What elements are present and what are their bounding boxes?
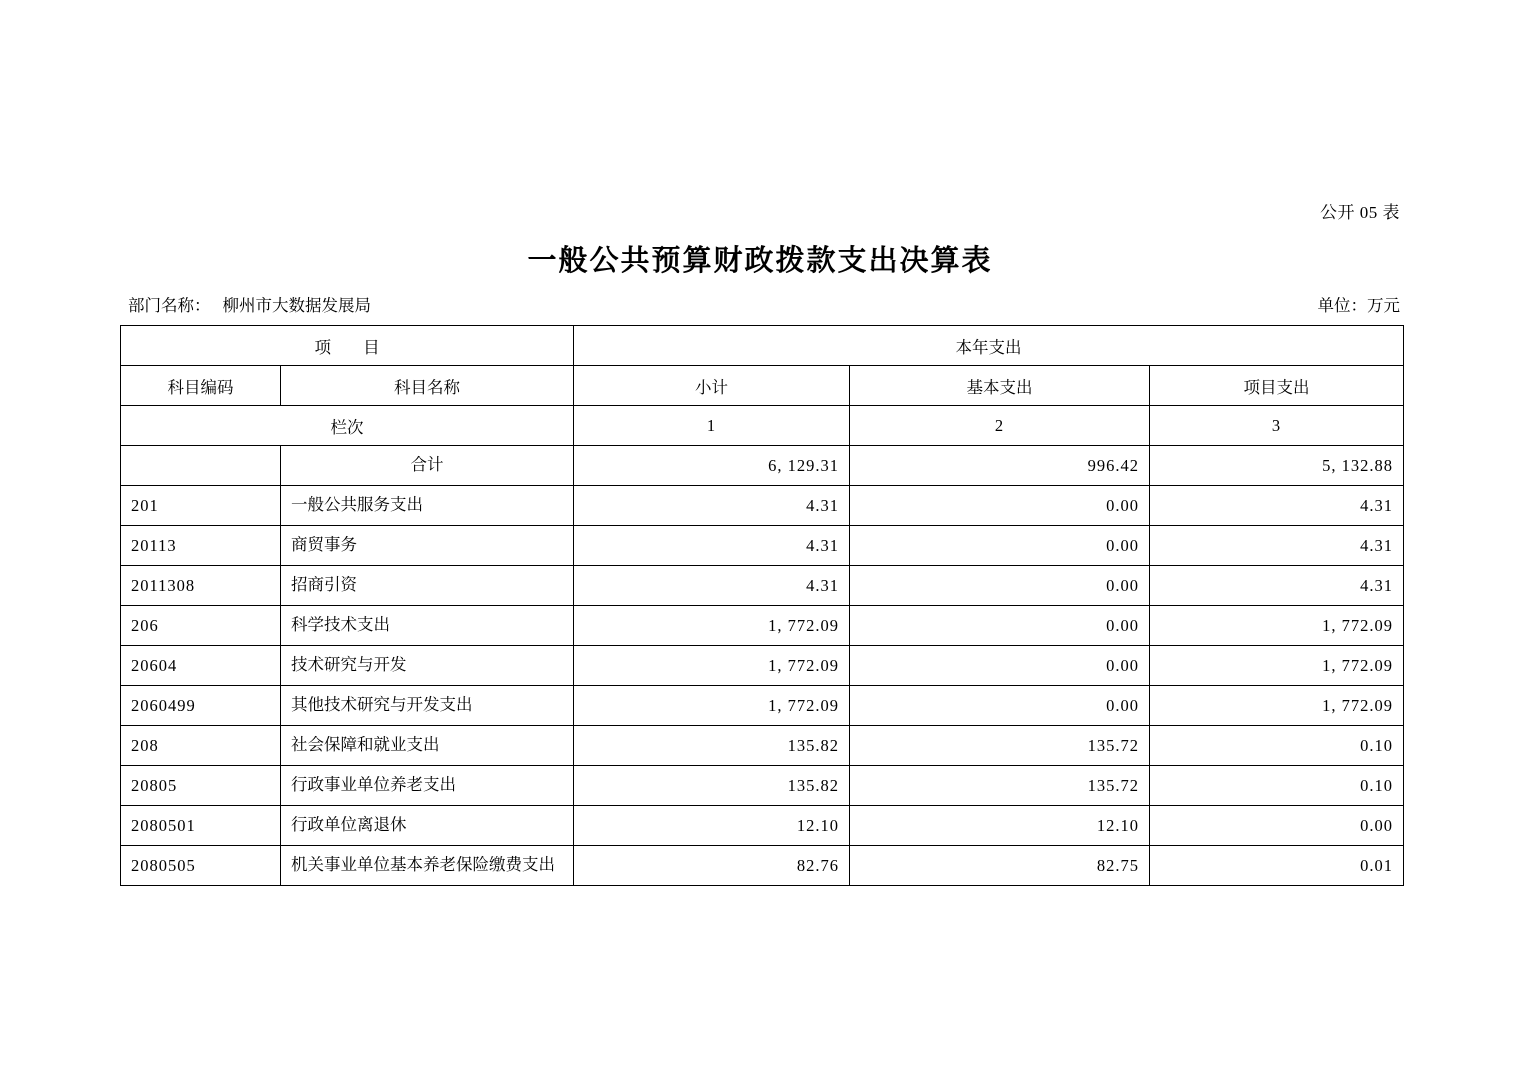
header-col-subtotal: 小计 [574, 366, 850, 406]
cell-subject-name: 商贸事务 [281, 526, 574, 566]
table-header-row-numbers [121, 406, 1404, 446]
table-row [121, 806, 1404, 846]
cell-code: 2080501 [121, 806, 281, 846]
cell-subtotal: 135.82 [574, 726, 850, 766]
unit-label: 单位：万元 [1317, 296, 1400, 315]
cell-subtotal: 6, 129.31 [574, 446, 850, 486]
cell-basic-expenditure: 0.00 [850, 606, 1150, 646]
header-col-basic: 基本支出 [850, 366, 1150, 406]
table-row [121, 486, 1404, 526]
cell-subject-name: 行政单位离退休 [281, 806, 574, 846]
department-line [128, 292, 371, 316]
cell-subject-name: 合计 [281, 446, 574, 486]
cell-code: 2060499 [121, 686, 281, 726]
cell-basic-expenditure: 0.00 [850, 686, 1150, 726]
table-header-row-columns [121, 366, 1404, 406]
cell-code: 2080505 [121, 846, 281, 886]
cell-subtotal: 1, 772.09 [574, 646, 850, 686]
cell-basic-expenditure: 12.10 [850, 806, 1150, 846]
cell-project-expenditure: 0.01 [1150, 846, 1404, 886]
header-row-label: 栏次 [121, 406, 574, 446]
cell-subject-name: 行政事业单位养老支出 [281, 766, 574, 806]
header-num-1: 1 [574, 406, 850, 446]
cell-basic-expenditure: 0.00 [850, 566, 1150, 606]
cell-code: 201 [121, 486, 281, 526]
cell-basic-expenditure: 82.75 [850, 846, 1150, 886]
cell-basic-expenditure: 0.00 [850, 486, 1150, 526]
cell-project-expenditure: 1, 772.09 [1150, 606, 1404, 646]
meta-row [120, 292, 1400, 316]
header-year-group: 本年支出 [574, 326, 1404, 366]
budget-expenditure-table [120, 325, 1404, 886]
cell-project-expenditure: 0.00 [1150, 806, 1404, 846]
page-title: 一般公共预算财政拨款支出决算表 [527, 245, 993, 277]
table-row [121, 846, 1404, 886]
cell-subtotal: 4.31 [574, 566, 850, 606]
cell-project-expenditure: 0.10 [1150, 726, 1404, 766]
cell-project-expenditure: 4.31 [1150, 526, 1404, 566]
cell-project-expenditure: 4.31 [1150, 566, 1404, 606]
table-row [121, 646, 1404, 686]
form-number: 公开 05 表 [1320, 203, 1400, 222]
cell-code: 208 [121, 726, 281, 766]
cell-code: 206 [121, 606, 281, 646]
cell-subject-name: 技术研究与开发 [281, 646, 574, 686]
table-row [121, 566, 1404, 606]
cell-subject-name: 社会保障和就业支出 [281, 726, 574, 766]
department-label: 部门名称： [128, 296, 211, 315]
table-row [121, 606, 1404, 646]
cell-subject-name: 科学技术支出 [281, 606, 574, 646]
cell-basic-expenditure: 0.00 [850, 646, 1150, 686]
cell-subject-name: 一般公共服务支出 [281, 486, 574, 526]
header-num-2: 2 [850, 406, 1150, 446]
header-num-3: 3 [1150, 406, 1404, 446]
cell-basic-expenditure: 996.42 [850, 446, 1150, 486]
cell-subtotal: 82.76 [574, 846, 850, 886]
header-item-group: 项 目 [121, 326, 574, 366]
header-col-name: 科目名称 [281, 366, 574, 406]
cell-code [121, 446, 281, 486]
cell-project-expenditure: 4.31 [1150, 486, 1404, 526]
table-row [121, 526, 1404, 566]
cell-subtotal: 1, 772.09 [574, 686, 850, 726]
cell-subtotal: 12.10 [574, 806, 850, 846]
cell-project-expenditure: 1, 772.09 [1150, 646, 1404, 686]
cell-code: 20805 [121, 766, 281, 806]
table-row [121, 446, 1404, 486]
header-col-code: 科目编码 [121, 366, 281, 406]
cell-code: 20604 [121, 646, 281, 686]
cell-project-expenditure: 0.10 [1150, 766, 1404, 806]
table-row [121, 686, 1404, 726]
cell-subject-name: 机关事业单位基本养老保险缴费支出 [281, 846, 574, 886]
cell-project-expenditure: 5, 132.88 [1150, 446, 1404, 486]
table-row [121, 766, 1404, 806]
cell-subject-name: 招商引资 [281, 566, 574, 606]
header-col-project: 项目支出 [1150, 366, 1404, 406]
cell-basic-expenditure: 0.00 [850, 526, 1150, 566]
cell-subject-name: 其他技术研究与开发支出 [281, 686, 574, 726]
table-header-row-group [121, 326, 1404, 366]
cell-basic-expenditure: 135.72 [850, 766, 1150, 806]
cell-code: 2011308 [121, 566, 281, 606]
table-row [121, 726, 1404, 766]
cell-subtotal: 4.31 [574, 526, 850, 566]
cell-code: 20113 [121, 526, 281, 566]
cell-subtotal: 1, 772.09 [574, 606, 850, 646]
cell-subtotal: 135.82 [574, 766, 850, 806]
cell-subtotal: 4.31 [574, 486, 850, 526]
department-name: 柳州市大数据发展局 [222, 296, 371, 315]
cell-basic-expenditure: 135.72 [850, 726, 1150, 766]
cell-project-expenditure: 1, 772.09 [1150, 686, 1404, 726]
